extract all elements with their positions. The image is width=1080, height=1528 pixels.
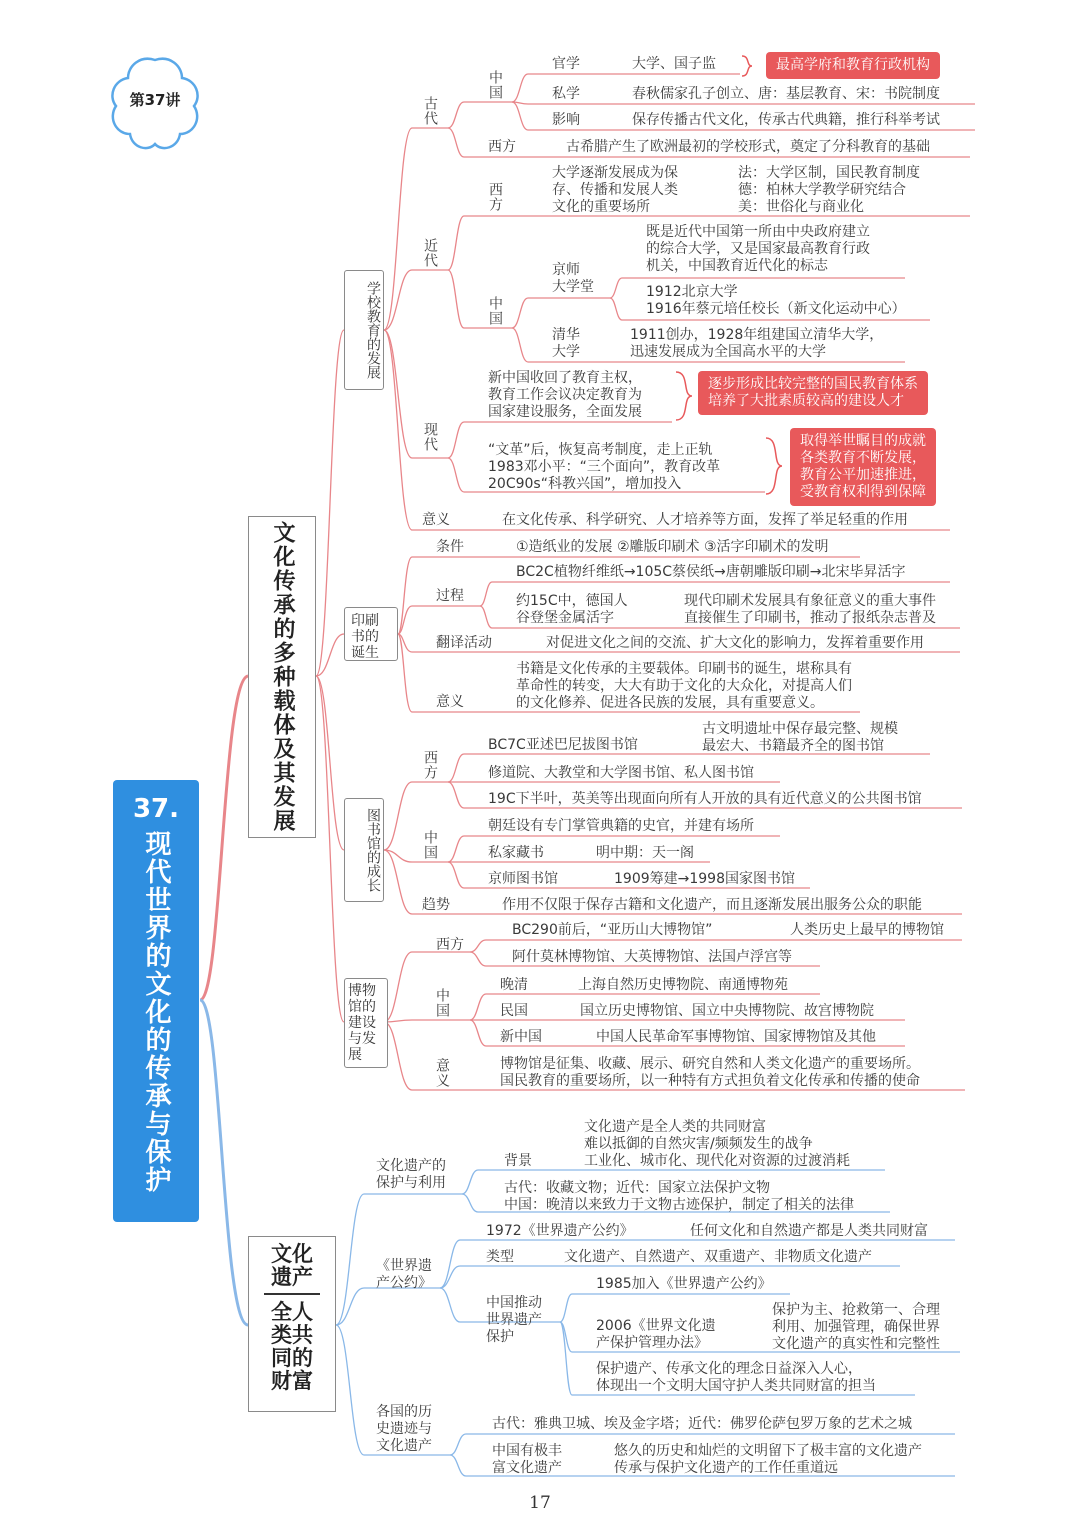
printing-translation-label: 翻译活动 <box>436 635 492 651</box>
contemporary-item2-note: 取得举世瞩目的成就 各类教育不断发展， 教育公平加速推进， 受教育权利得到保障 <box>790 428 936 506</box>
museum-west-l2: 阿什莫林博物馆、大英博物馆、法国卢浮宫等 <box>512 949 792 965</box>
printing-title: 印刷 书的 诞生 <box>344 607 398 661</box>
library-west-l3: 19C下半叶，英美等出现面向所有人开放的具有近代意义的公共图书馆 <box>488 791 922 807</box>
convention-china-label: 中国推动 世界遗产 保护 <box>486 1295 542 1345</box>
convention-types-label: 类型 <box>486 1249 514 1265</box>
tsinghua-text: 1911创办，1928年组建国立清华大学， 迅速发展成为全国高水平的大学 <box>630 327 884 360</box>
printing-translation-text: 对促进文化之间的交流、扩大文化的影响力，发挥着重要作用 <box>546 635 924 651</box>
sites-china-text: 悠久的历史和灿烂的文明留下了极丰富的文化遗产 传承与保护文化遗产的工作任重道远 <box>614 1443 922 1476</box>
modern-west-text: 大学逐渐发展成为保 存、传播和发展人类 文化的重要场所 <box>552 165 678 215</box>
sixue-text: 春秋儒家孔子创立、唐：基层教育、宋：书院制度 <box>632 86 940 102</box>
root-topic-box <box>113 780 199 1222</box>
museum-meaning-text: 博物馆是征集、收藏、展示、研究自然和人类文化遗产的重要场所。 国民教育的重要场所，以一种特有方式担负着文化传承和传播的使命 <box>500 1056 920 1089</box>
library-trend-label: 趋势 <box>422 897 450 913</box>
printing-process-line3: 现代印刷术发展具有象征意义的重大事件 直接催生了印刷书，推动了报纸杂志普及 <box>684 593 936 626</box>
protect-background-label: 背景 <box>504 1153 532 1169</box>
library-china-l3b: 1909筹建→1998国家图书馆 <box>614 871 795 887</box>
modern-label: 近代 <box>422 238 438 268</box>
connector-root-branch1 <box>200 676 248 1000</box>
modern-west-label: 西方 <box>487 182 503 212</box>
sixue-label: 私学 <box>552 86 580 102</box>
printing-meaning-text: 书籍是文化传承的主要载体。印刷书的诞生，堪称具有 革命性的转变，大大有助于文化的大众化，对提高人们 的文化修养、促进各民族的发展，具有重要意义。 <box>516 661 852 711</box>
branch2-title-a: 文化 遗产 <box>271 1242 313 1289</box>
convention-china-l3: 保护遗产、传承文化的理念日益深入人心， 体现出一个文明大国守护人类共同财富的担当 <box>596 1361 876 1394</box>
museum-meaning-label: 意义 <box>434 1058 450 1088</box>
modern-china-label: 中国 <box>487 296 503 326</box>
sites-label: 各国的历 史遗迹与 文化遗产 <box>376 1404 432 1454</box>
contemporary-label: 现代 <box>422 422 438 452</box>
sites-l1: 古代：雅典卫城、埃及金字塔；近代：佛罗伦萨包罗万象的艺术之城 <box>492 1416 912 1432</box>
school-meaning-text: 在文化传承、科学研究、人才培养等方面，发挥了举足轻重的作用 <box>502 512 908 528</box>
ancient-effect-text: 保存传播古代文化，传承古代典籍，推行科举考试 <box>632 112 940 128</box>
ancient-west-label: 西方 <box>488 139 516 155</box>
guanxue-note: 最高学府和教育行政机构 <box>766 52 940 79</box>
page-number: 17 <box>529 1493 551 1513</box>
printing-process-label: 过程 <box>436 588 464 604</box>
school-meaning-label: 意义 <box>422 512 450 528</box>
museum-west-l1: BC290前后，“亚历山大博物馆” <box>512 922 713 938</box>
convention-china-l2: 2006《世界文化遗 产保护管理办法》 <box>596 1318 716 1351</box>
convention-china-l2-note: 保护为主、抢救第一、合理 利用、加强管理，确保世界 文化遗产的真实性和完整性 <box>772 1302 940 1352</box>
guanxue-label: 官学 <box>552 56 580 72</box>
museum-lateqing-text: 上海自然历史博物院、南通博物苑 <box>578 977 788 993</box>
convention-l1: 1972《世界遗产公约》 <box>486 1223 634 1239</box>
library-china-l2b: 明中期：天一阁 <box>596 845 694 861</box>
contemporary-item1-note: 逐步形成比较完整的国民教育体系 培养了大批素质较高的建设人才 <box>698 371 928 415</box>
convention-l1-note: 任何文化和自然遗产都是人类共同财富 <box>690 1223 928 1239</box>
museum-roc-label: 民国 <box>500 1003 528 1019</box>
branch2-title-b: 全人 类共 同的 财富 <box>271 1300 313 1393</box>
printing-meaning-label: 意义 <box>436 694 464 710</box>
root-title: 现代世界的文化的传承与保护 <box>141 830 171 1194</box>
guanxue-text: 大学、国子监 <box>632 56 716 72</box>
convention-types-text: 文化遗产、自然遗产、双重遗产、非物质文化遗产 <box>564 1249 872 1265</box>
museum-west-l1-note: 人类历史上最早的博物馆 <box>790 922 944 938</box>
tsinghua-label: 清华 大学 <box>552 327 580 360</box>
library-china-label: 中国 <box>422 830 438 860</box>
sites-china-label: 中国有极丰 富文化遗产 <box>492 1443 562 1476</box>
library-west-l1-note: 古文明遗址中保存最完整、规模 最宏大、书籍最齐全的图书馆 <box>702 721 898 754</box>
lecture-badge-label: 第37讲 <box>129 91 181 109</box>
jingshi-text1: 既是近代中国第一所由中央政府建立 的综合大学，又是国家最高教育行政 机关，中国教育近代化的标志 <box>646 224 870 274</box>
library-china-l1: 朝廷设有专门掌管典籍的史官，并建有场所 <box>488 818 754 834</box>
branch1-title: 文化传承的多种载体及其发展 <box>248 516 316 838</box>
museum-prc-label: 新中国 <box>500 1029 542 1045</box>
printing-condition-label: 条件 <box>436 539 464 555</box>
convention-china-l1: 1985加入《世界遗产公约》 <box>596 1276 772 1292</box>
ancient-effect-label: 影响 <box>552 112 580 128</box>
library-china-l2: 私家藏书 <box>488 845 544 861</box>
library-trend-text: 作用不仅限于保存古籍和文化遗产，而且逐渐发展出服务公众的职能 <box>502 897 922 913</box>
museum-roc-text: 国立历史博物馆、国立中央博物院、故宫博物院 <box>580 1003 874 1019</box>
museum-west-label: 西方 <box>436 937 464 953</box>
ancient-china-label: 中国 <box>487 70 503 100</box>
ancient-west-text: 古希腊产生了欧洲最初的学校形式，奠定了分科教育的基础 <box>566 139 930 155</box>
museum-title: 博物 馆的 建设 与发 展 <box>344 978 388 1068</box>
convention-label: 《世界遗 产公约》 <box>376 1258 432 1291</box>
library-west-label: 西方 <box>422 750 438 780</box>
library-west-l1: BC7C亚述巴尼拔图书馆 <box>488 737 638 753</box>
museum-china-label: 中国 <box>434 988 450 1018</box>
school-title: 学校教育的发展 <box>344 270 384 390</box>
museum-lateqing-label: 晚清 <box>500 977 528 993</box>
ancient-label: 古代 <box>422 96 438 126</box>
museum-prc-text: 中国人民革命军事博物馆、国家博物馆及其他 <box>596 1029 876 1045</box>
contemporary-item1-text: 新中国收回了教育主权， 教育工作会议决定教育为 国家建设服务，全面发展 <box>488 370 642 420</box>
modern-west-countries: 法：大学区制，国民教育制度 德：柏林大学教学研究结合 美：世俗化与商业化 <box>738 165 920 215</box>
protect-label: 文化遗产的 保护与利用 <box>376 1158 446 1191</box>
jingshi-text2: 1912北京大学 1916年蔡元培任校长（新文化运动中心） <box>646 284 906 317</box>
protect-background-text: 文化遗产是全人类的共同财富 难以抵御的自然灾害/频频发生的战争 工业化、城市化、现代化对资源的过渡消耗 <box>584 1119 850 1169</box>
branch2-title-box <box>248 1236 336 1412</box>
printing-condition-text: ①造纸业的发展 ②雕版印刷术 ③活字印刷术的发明 <box>516 539 829 555</box>
protect-history-text: 古代：收藏文物；近代：国家立法保护文物 中国：晚清以来致力于文物古迹保护，制定了相关的法律 <box>504 1180 854 1213</box>
library-west-l2: 修道院、大教堂和大学图书馆、私人图书馆 <box>488 765 754 781</box>
printing-process-line1: BC2C植物纤维纸→105C蔡侯纸→唐朝雕版印刷→北宋毕昇活字 <box>516 564 906 580</box>
library-china-l3: 京师图书馆 <box>488 871 558 887</box>
contemporary-item2-text: “文革”后，恢复高考制度，走上正轨 1983邓小平：“三个面向”，教育改革 20C90s“科教兴国”，增加投入 <box>488 442 721 492</box>
jingshi-label: 京师 大学堂 <box>552 262 594 295</box>
library-title: 图书馆的成长 <box>344 798 384 902</box>
root-number: 37. <box>132 794 180 824</box>
printing-process-line2: 约15C中，德国人 谷登堡金属活字 <box>516 593 628 626</box>
connector-root-branch2 <box>200 1000 248 1325</box>
branch2-title-dash <box>264 1293 320 1295</box>
